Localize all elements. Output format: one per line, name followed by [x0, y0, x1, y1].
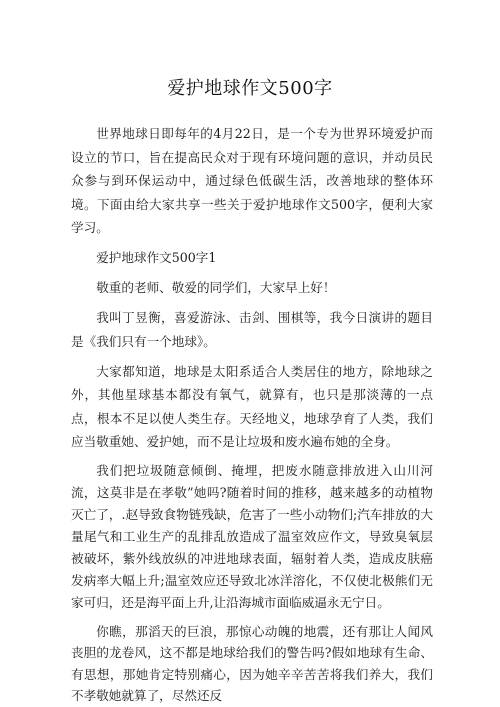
- intro-paragraph: 世界地球日即每年的4月22日，是一个专为世界环境爱护而设立的节口，旨在提高民众对于现有环境问题的意识，并动员民众参与到环保运动中，通过绿色低碳生活，改善地球的整体环境。下面由给大家共享一些关于爱护地球作文500字，便利大家学习。: [71, 126, 433, 235]
- greeting-paragraph: 敬重的老师、敬爱的同学们，大家早上好！: [96, 280, 336, 295]
- warning-paragraph: 你瞧，那滔天的巨浪，那惊心动魄的地震，还有那让人闻风丧胆的龙卷风，这不都是地球给我们的警告吗?假如地球有生命、有思想，那她肯定特别痛心，因为她辛辛苦苦将我们养大，我们不孝敬她就算了，尽然还反: [71, 623, 433, 703]
- document-body: [71, 122, 433, 707]
- section-heading: 爱护地球作文500字1: [96, 250, 217, 265]
- earth-paragraph: 大家都知道，地球是太阳系适合人类居住的地方，除地球之外，其他星球基本都没有氧气，就算有，也只是那淡薄的一点点，根本不足以使人类生存。天经地义，地球孕育了人类，我们应当敬重她、爱护她，而不是让垃圾和废水遍布她的全身。: [71, 363, 433, 449]
- document-title: 爱护地球作文500字: [167, 78, 333, 99]
- pollution-paragraph: 我们把垃圾随意倾倒、掩埋，把废水随意排放进入山川河流，这莫非是在孝敬”她吗?随着时间的推移，越来越多的动植物灭亡了，.赵导致食物链残缺，危害了一些小动物们;汽车排放的大量尾气和工业生产的乱排乱放造成了温室效应作文，导致臭氧层被破坏，紫外线放纵的冲进地球表面，辐射着人类，造成皮肤癌发病率大幅上升;温室效应还导致北冰洋溶化，不仅使北极熊们无家可归，还是海平面上升,让沿海城市面临威逼永无宁日。: [71, 463, 433, 610]
- self-intro-paragraph: 我叫丁昱衡，喜爱游泳、击剑、围棋等，我今日演讲的题目是《我们只有一个地球》。: [71, 310, 433, 349]
